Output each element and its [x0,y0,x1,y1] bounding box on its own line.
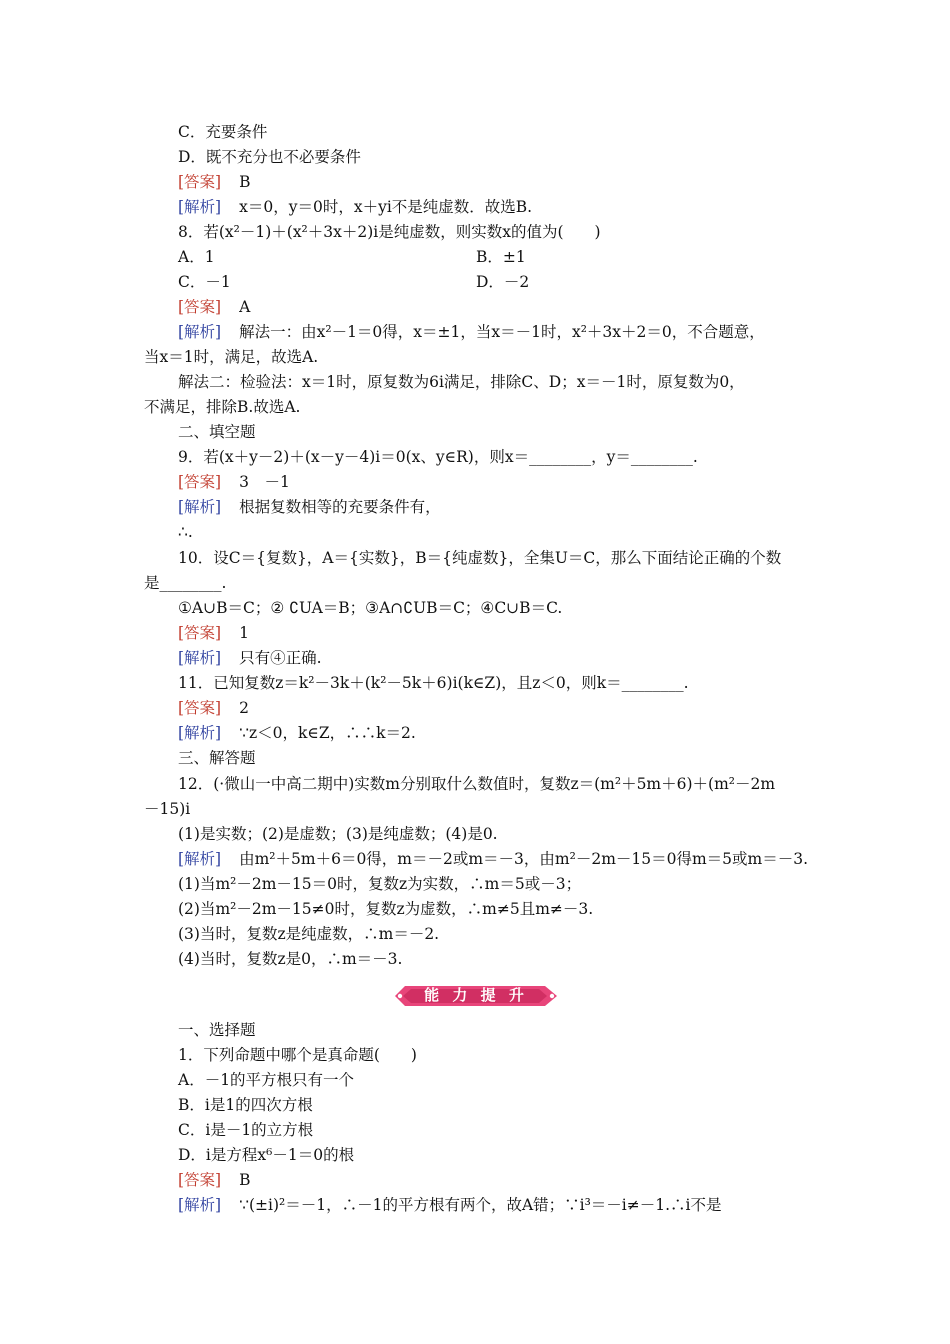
answer-tag: [答案] [178,624,222,642]
analysis-tag: [解析] [178,498,222,516]
text-line: (1)是实数；(2)是虚数；(3)是纯虚数；(4)是0. [178,825,498,843]
option-d: D．－2 [476,273,530,291]
banner-label: 能 力 提 升 [424,986,528,1004]
question-9: 9．若(x＋y－2)＋(x－y－4)i＝0(x、y∈R)，则x＝________，y＝________. [178,448,698,466]
option-b: B．i是1的四次方根 [178,1096,313,1114]
analysis-tag: [解析] [178,1196,222,1214]
analysis-line: [解析] ∵(±i)²＝－1，∴－1的平方根有两个，故A错；∵i³＝－i≠－1.∴i不是 [178,1196,722,1214]
answer-line: [答案] B [178,173,251,191]
text-line: 不满足，排除B.故选A. [144,398,301,416]
analysis-tag: [解析] [178,850,222,868]
statements-line: ①A∪B＝C；② ∁UA＝B；③A∩∁UB＝C；④C∪B＝C. [178,599,563,617]
analysis-tag: [解析] [178,649,222,667]
option-b: B．±1 [476,248,526,266]
text-line: (3)当时，复数z是纯虚数，∴m＝－2. [178,925,440,943]
answer-tag: [答案] [178,173,222,191]
answer-tag: [答案] [178,473,222,491]
answer-tag: [答案] [178,699,222,717]
option-d: D．i是方程x⁶－1＝0的根 [178,1146,355,1164]
analysis-line: [解析] 解法一：由x²－1＝0得，x＝±1，当x＝－1时，x²＋3x＋2＝0，不合题意， [178,323,765,341]
text-line: (4)当时，复数z是0，∴m＝－3. [178,950,403,968]
answer-tag: [答案] [178,298,222,316]
analysis-line: [解析] ∵z＜0，k∈Z，∴∴k＝2. [178,724,416,742]
answer-line: [答案] B [178,1171,251,1189]
analysis-tag: [解析] [178,323,222,341]
option-a: A．－1的平方根只有一个 [178,1071,355,1089]
option-a: A．1 [178,248,215,266]
question-11: 11．已知复数z＝k²－3k＋(k²－5k＋6)i(k∈Z)，且z＜0，则k＝________. [178,674,689,692]
option-c: C．－1 [178,273,231,291]
analysis-line: [解析] 根据复数相等的充要条件有， [178,498,441,516]
option-c: C．充要条件 [178,123,268,141]
section-heading: 三、解答题 [178,749,256,767]
text-line: 是________. [144,574,227,592]
option-c: C．i是－1的立方根 [178,1121,314,1139]
section-heading: 一、选择题 [178,1021,256,1039]
question-1: 1．下列命题中哪个是真命题( ) [178,1046,417,1064]
question-10: 10．设C＝{复数}，A＝{实数}，B＝{纯虚数}，全集U＝C，那么下面结论正确的个数 [178,549,782,567]
answer-line: [答案] 2 [178,699,249,717]
analysis-line: [解析] 只有④正确. [178,649,322,667]
answer-line: [答案] A [178,298,251,316]
answer-tag: [答案] [178,1171,222,1189]
section-banner [395,984,557,1008]
text-line: 当x＝1时，满足，故选A. [144,348,319,366]
text-line: 解法二：检验法：x＝1时，原复数为6i满足，排除C、D；x＝－1时，原复数为0， [178,373,745,391]
question-8: 8．若(x²－1)＋(x²＋3x＋2)i是纯虚数，则实数x的值为( ) [178,223,601,241]
text-line: ∴. [178,523,193,541]
text-line: (1)当m²－2m－15＝0时，复数z为实数，∴m＝5或－3； [178,875,582,893]
text-line: －15)i [144,800,191,818]
analysis-tag: [解析] [178,198,222,216]
text-line: (2)当m²－2m－15≠0时，复数z为虚数，∴m≠5且m≠－3. [178,900,594,918]
option-d: D．既不充分也不必要条件 [178,148,361,166]
section-heading: 二、填空题 [178,423,256,441]
question-12: 12．(·微山一中高二期中)实数m分别取什么数值时，复数z＝(m²＋5m＋6)＋(m²－2m [178,775,776,793]
analysis-line: [解析] x＝0，y＝0时，x＋yi不是纯虚数．故选B. [178,198,533,216]
answer-line: [答案] 3 －1 [178,473,290,491]
analysis-tag: [解析] [178,724,222,742]
analysis-line: [解析] 由m²＋5m＋6＝0得，m＝－2或m＝－3，由m²－2m－15＝0得m＝5或m＝－3. [178,850,809,868]
answer-line: [答案] 1 [178,624,249,642]
